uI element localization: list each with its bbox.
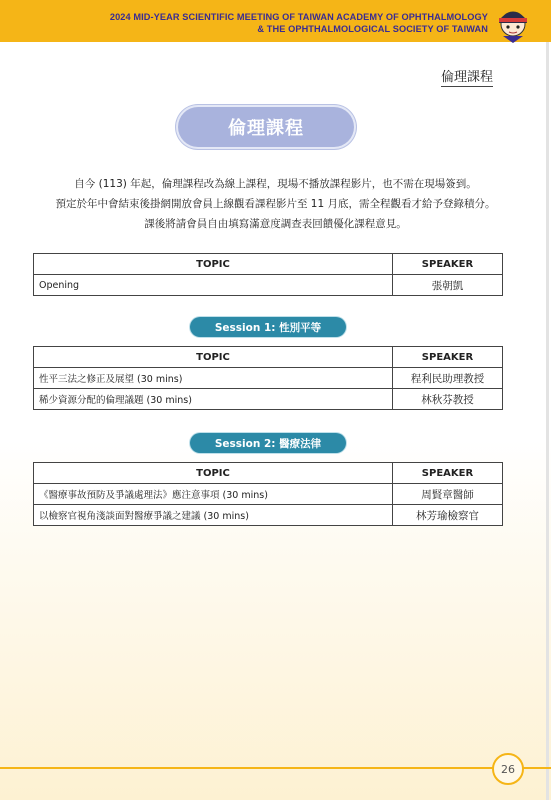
page-number: 26 (492, 753, 524, 785)
speaker-cell: 張朝凱 (393, 275, 503, 296)
session-1-table (33, 346, 503, 410)
table-header-row (34, 254, 503, 275)
table-header-row (34, 347, 503, 368)
header-title-line2: & THE OPHTHALMOLOGICAL SOCIETY OF TAIWAN (257, 24, 488, 34)
page-title: 倫理課程 (178, 107, 354, 147)
page-edge (546, 42, 549, 800)
table-row (34, 484, 503, 505)
topic-cell: Opening (34, 275, 393, 296)
table-row (34, 368, 503, 389)
session-2-table (33, 462, 503, 526)
topic-header: TOPIC (34, 463, 393, 484)
table-header-row (34, 463, 503, 484)
session-2-title: Session 2: 醫療法律 (190, 433, 346, 453)
table-row (34, 389, 503, 410)
topic-cell: 性平三法之修正及展望 (30 mins) (34, 368, 393, 389)
mascot-character-icon (493, 3, 533, 43)
intro-line-2: 預定於年中會結束後掛網開放會員上線觀看課程影片至 11 月底，需全程觀看才給予登錄積分。 (55, 198, 496, 210)
session-1-title: Session 1: 性別平等 (190, 317, 346, 337)
topic-cell: 《醫療事故預防及爭議處理法》應注意事項 (30 mins) (34, 484, 393, 505)
topic-cell: 以檢察官視角淺談面對醫療爭議之建議 (30 mins) (34, 505, 393, 526)
speaker-cell: 林芳瑜檢察官 (393, 505, 503, 526)
header-title-line1: 2024 MID-YEAR SCIENTIFIC MEETING OF TAIWAN ACADEMY OF OPHTHALMOLOGY (109, 12, 488, 22)
intro-line-3: 課後將請會員自由填寫滿意度調查表回饋優化課程意見。 (144, 218, 407, 230)
opening-table (33, 253, 503, 296)
speaker-header: SPEAKER (393, 254, 503, 275)
speaker-header: SPEAKER (393, 347, 503, 368)
speaker-cell: 程利民助理教授 (393, 368, 503, 389)
topic-header: TOPIC (34, 347, 393, 368)
speaker-header: SPEAKER (393, 463, 503, 484)
intro-line-1: 自今 (113) 年起，倫理課程改為線上課程，現場不播放課程影片，也不需在現場簽到。 (74, 178, 477, 190)
table-row (34, 275, 503, 296)
topic-header: TOPIC (34, 254, 393, 275)
table-row (34, 505, 503, 526)
page-header (0, 0, 551, 42)
speaker-cell: 周賢章醫師 (393, 484, 503, 505)
topic-cell: 稀少資源分配的倫理議題 (30 mins) (34, 389, 393, 410)
speaker-cell: 林秋芬教授 (393, 389, 503, 410)
footer-divider (0, 767, 551, 769)
section-label: 倫理課程 (441, 66, 493, 87)
